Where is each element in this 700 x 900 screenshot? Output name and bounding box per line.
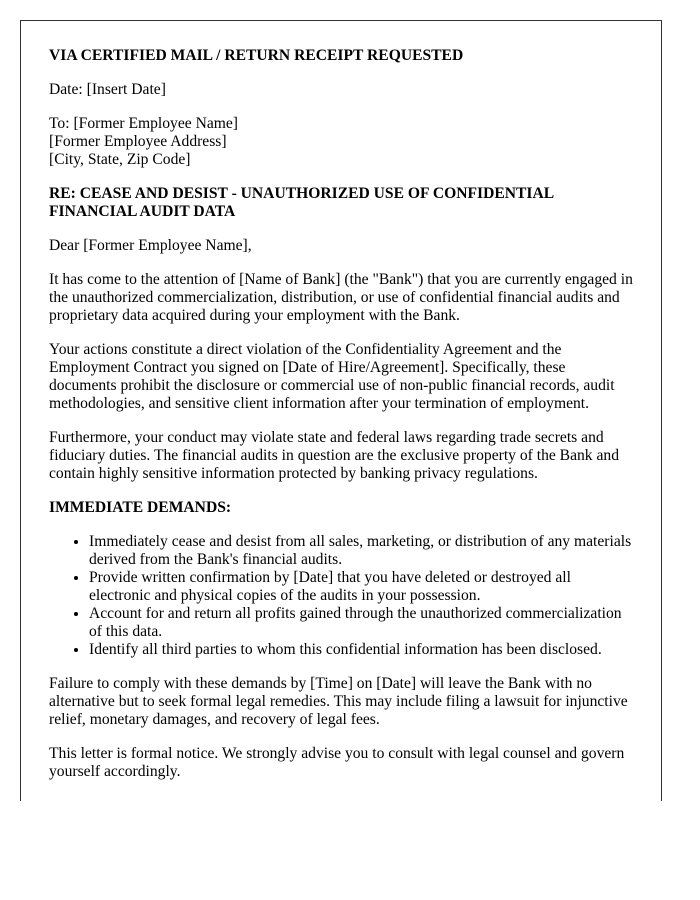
closing-paragraph-notice: This letter is formal notice. We strongly advise you to consult with legal counsel and govern yourself accordingly. xyxy=(49,745,625,780)
recipient-name-line: To: [Former Employee Name] xyxy=(49,115,239,132)
subject-line: RE: CEASE AND DESIST - UNAUTHORIZED USE OF CONFIDENTIAL FINANCIAL AUDIT DATA xyxy=(49,185,554,220)
demands-heading: IMMEDIATE DEMANDS: xyxy=(49,499,232,516)
delivery-method-heading: VIA CERTIFIED MAIL / RETURN RECEIPT REQUESTED xyxy=(49,47,464,64)
letter-page xyxy=(20,20,662,801)
body-paragraph-violation: Your actions constitute a direct violation of the Confidentiality Agreement and the Employment Contract you signed on [Date of Hire/Agreement]. Specifically, these documents prohibit the disclosure or commercial use of non-public financial records, audit methodologies, and sensitive client information after your termination of employment. xyxy=(49,341,615,412)
body-paragraph-notice: It has come to the attention of [Name of Bank] (the "Bank") that you are currently engaged in the unauthorized commercialization, distribution, or use of confidential financial audits and proprietary data acquired during your employment with the Bank. xyxy=(49,271,633,324)
demand-item-cease: • Immediately cease and desist from all sales, marketing, or distribution of any materials derived from the Bank's financial audits. xyxy=(89,533,633,569)
salutation: Dear [Former Employee Name], xyxy=(49,237,252,254)
demand-item-confirmation: • Provide written confirmation by [Date] that you have deleted or destroyed all electronic and physical copies of the audits in your possession. xyxy=(89,569,633,605)
closing-paragraph-consequences: Failure to comply with these demands by [Time] on [Date] will leave the Bank with no alternative but to seek formal legal remedies. This may include filing a lawsuit for injunctive relief, monetary damages, and recovery of legal fees. xyxy=(49,675,628,728)
body-paragraph-laws: Furthermore, your conduct may violate state and federal laws regarding trade secrets and fiduciary duties. The financial audits in question are the exclusive property of the Bank and contain highly sensitive information protected by banking privacy regulations. xyxy=(49,429,620,482)
recipient-address-block xyxy=(49,115,633,169)
recipient-city-line: [City, State, Zip Code] xyxy=(49,151,191,168)
demands-list xyxy=(49,533,633,659)
demand-item-third-parties: • Identify all third parties to whom this confidential information has been disclosed. xyxy=(89,641,633,659)
demand-item-profits: • Account for and return all profits gained through the unauthorized commercialization of this data. xyxy=(89,605,633,641)
date-line: Date: [Insert Date] xyxy=(49,81,166,98)
recipient-address-line: [Former Employee Address] xyxy=(49,133,227,150)
